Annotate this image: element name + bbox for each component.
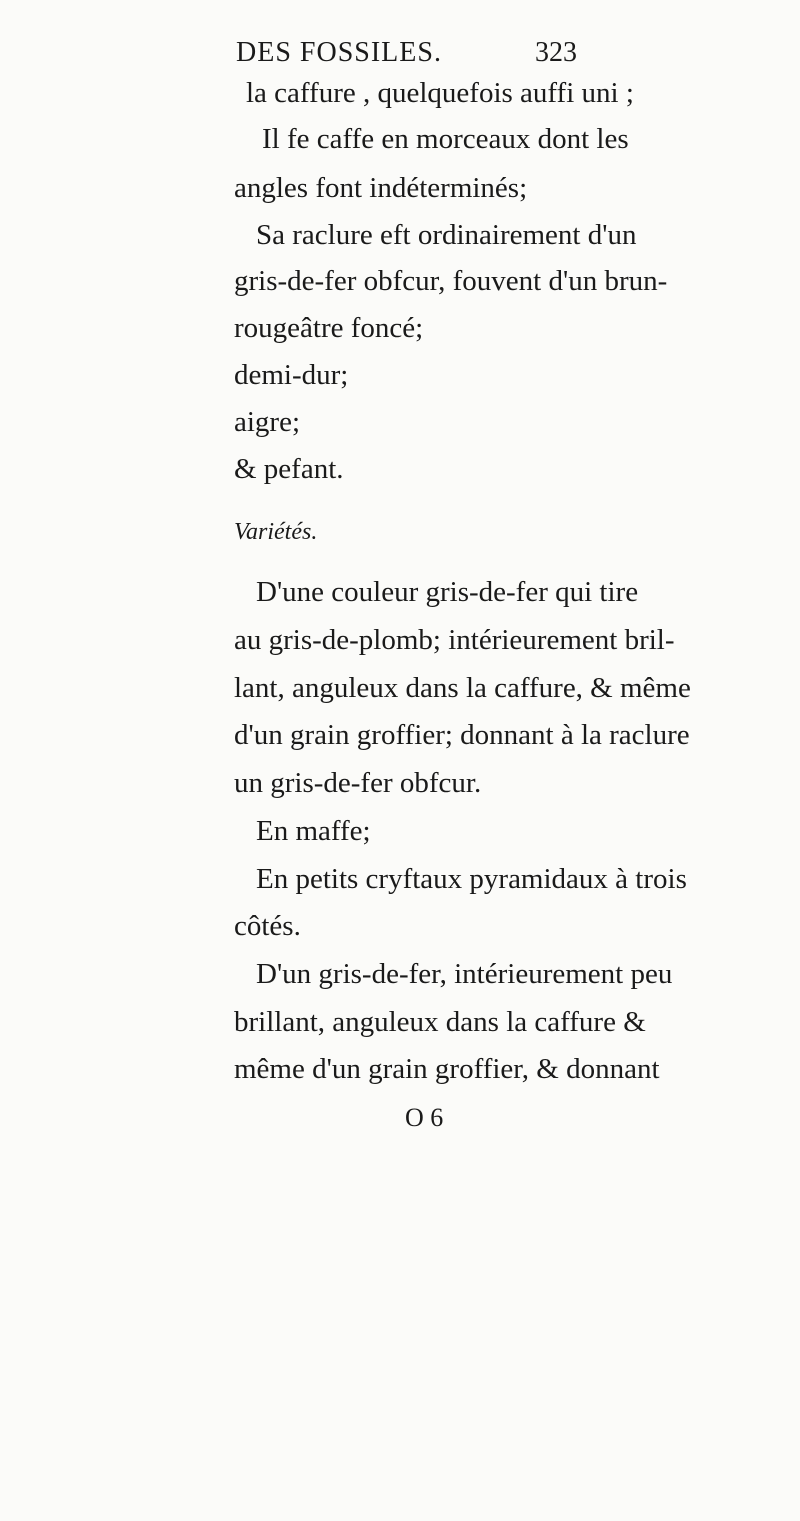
text-line: gris-de-fer obfcur, fouvent d'un brun- — [234, 265, 668, 297]
text-line: rougeâtre foncé; — [234, 312, 424, 344]
text-line: demi-dur; — [234, 359, 349, 391]
text-line: lant, anguleux dans la caffure, & même — [234, 672, 691, 704]
text-line: même d'un grain groffier, & donnant — [234, 1053, 660, 1085]
text-line: d'un grain groffier; donnant à la raclure — [234, 719, 690, 751]
running-title: DES FOSSILES. — [236, 37, 442, 68]
text-line: au gris-de-plomb; intérieurement bril- — [234, 624, 675, 656]
text-line: Il fe caffe en morceaux dont les — [262, 123, 629, 155]
text-line: brillant, anguleux dans la caffure & — [234, 1006, 646, 1038]
text-line: D'un gris-de-fer, intérieurement peu — [256, 958, 673, 990]
text-line: En petits cryftaux pyramidaux à trois — [256, 863, 687, 895]
text-line: côtés. — [234, 910, 301, 942]
section-heading: Variétés. — [234, 519, 318, 545]
text-line: un gris-de-fer obfcur. — [234, 767, 482, 799]
signature-mark: O 6 — [405, 1103, 444, 1132]
text-line: & pefant. — [234, 453, 344, 485]
text-line: angles font indéterminés; — [234, 172, 528, 204]
text-line: Sa raclure eft ordinairement d'un — [256, 219, 637, 251]
text-line: En maffe; — [256, 815, 371, 847]
text-line: la caffure , quelquefois auffi uni ; — [246, 77, 634, 109]
page-number: 323 — [535, 37, 577, 68]
text-line: aigre; — [234, 406, 301, 438]
text-line: D'une couleur gris-de-fer qui tire — [256, 576, 639, 608]
